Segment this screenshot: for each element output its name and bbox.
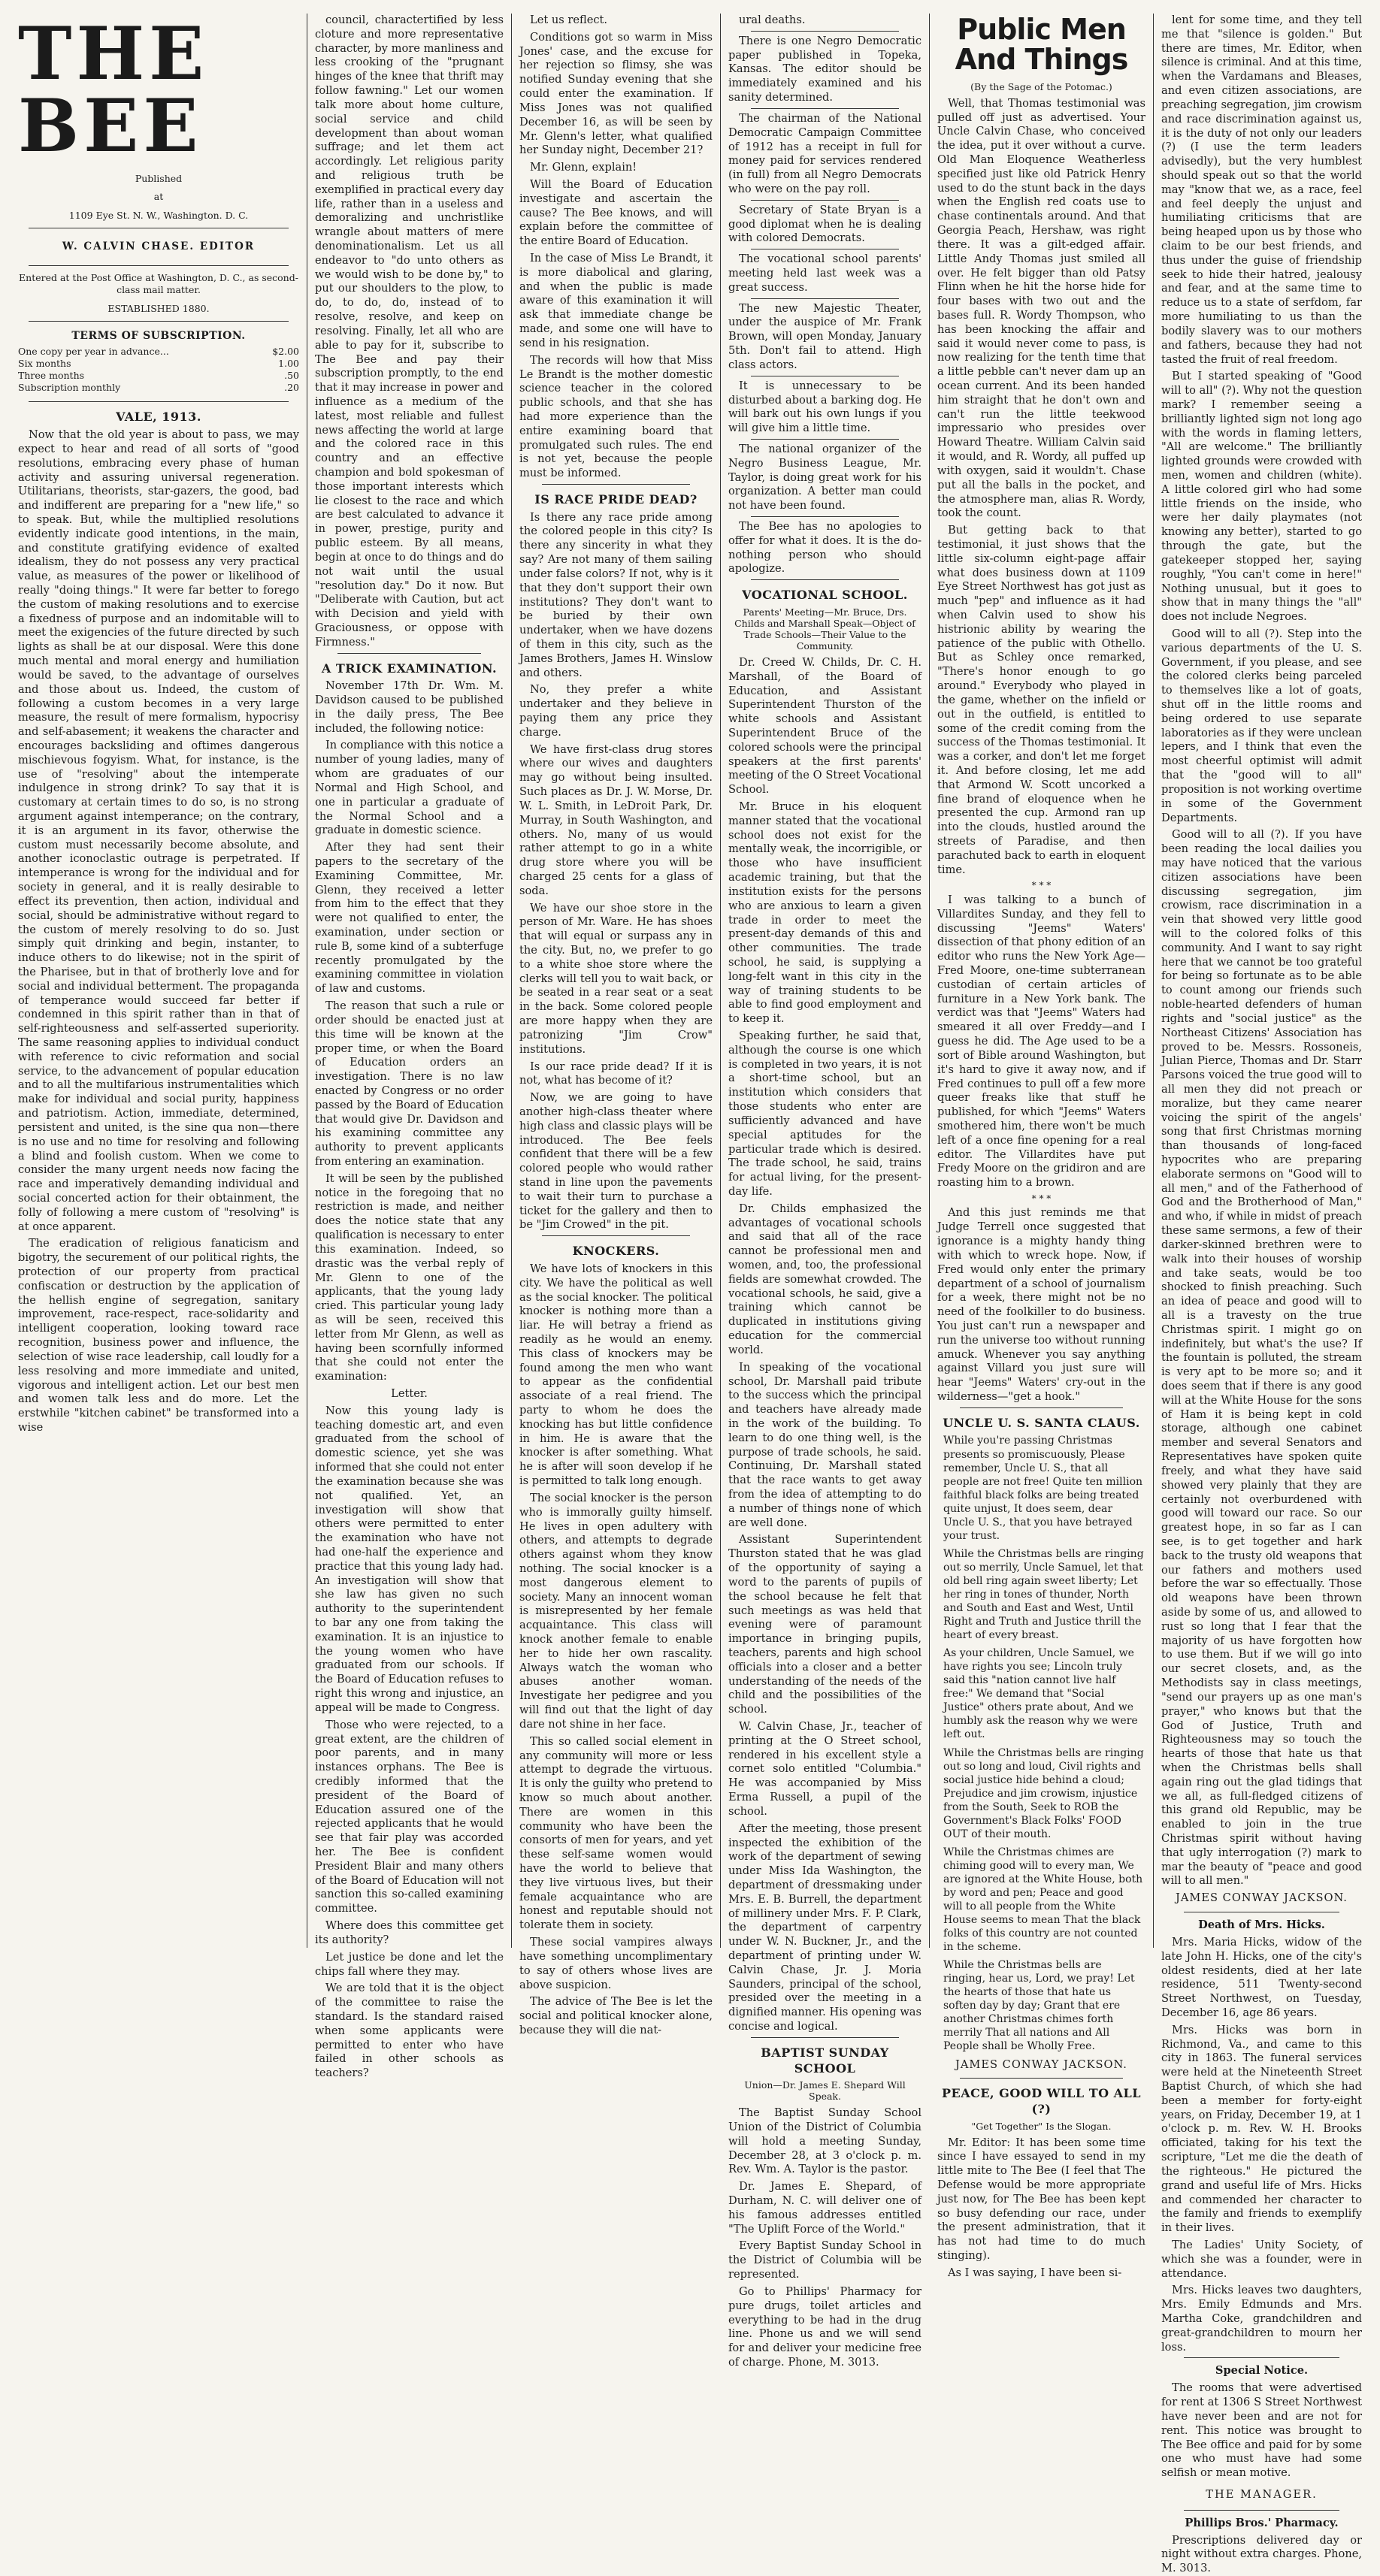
article-para: Dr. Childs emphasized the advantages of vocational schools and said that all of the race cannot be professional men and women, and, too, the professional fields are somewhat crowded. The vocational schools, he said, give a training which cannot be duplicated in institutions giving education for the commercial world. (728, 1202, 922, 1356)
divider (29, 321, 289, 322)
article-para: In compliance with this notice a number of young ladies, many of whom are graduates of our Normal and High School, and one in particular a graduate of the Normal School and a graduate in domestic science. (315, 739, 504, 837)
article-para: Is our race pride dead? If it is not, what has become of it? (519, 1060, 713, 1087)
subscription-row (18, 358, 299, 370)
established: ESTABLISHED 1880. (107, 302, 210, 314)
poem-verse: While the Christmas bells are ringing out so merrily, Uncle Samuel, let that old bell ring again sweet liberty; Let her ring in tones of thunder, North and South and East and West, Until Right and Truth and Justice thrill the heart of every breast. (943, 1547, 1144, 1642)
article-para: lent for some time, and they tell me that "silence is golden." But there are times, Mr. Editor, when silence is criminal. And at this time, when the Vardamans and Bleases, and even citizen associations, are preaching segregation, jim crowism and race discrimination against us, it is the duty of not only our leaders (?) (I use the term leaders advisedly), but the very humblest should speak out so that the world may "know that we, as a race, feel and feel deeply the unjust and humiliating criticisms that are being heaped upon us by those who claim to be our best friends, and thus under the guise of friendship seek to hide their hatred, jealousy and fear, and at the same time to reduce us to a state of serfdom, far more humiliating to us than the bodily slavery was to our mothers and fathers, because they had not tasted the fruit of real freedom. (1161, 14, 1362, 366)
article-para: After the meeting, those present inspected the exhibition of the work of the department of sewing under Miss Ida Washington, the department of dressmaking under Mrs. E. B. Burrell, the department of millinery under Mrs. F. P. Clark, the department of carpentry under W. N. Buckner, Jr., and the department of printing under W. Calvin Chase, Jr. J. Moria Saunders, principal of the school, presided over the meeting in a dignified manner. His opening was concise and logical. (728, 1822, 922, 2033)
sub-value: .50 (284, 370, 299, 382)
article-para: Every Baptist Sunday School in the District of Columbia will be represented. (728, 2239, 922, 2281)
divider (960, 2078, 1123, 2079)
column-4 (721, 14, 930, 2369)
entered-notice: Entered at the Post Office at Washington, D. C., as second-class mail matter. (19, 272, 298, 296)
public-men-heading: Public Men And Things (955, 13, 1128, 76)
divider (29, 401, 289, 402)
divider (751, 200, 899, 201)
article-para: Let justice be done and let the chips fall where they may. (315, 1950, 504, 1978)
poem-verse: While the Christmas chimes are chiming good will to every man, We are ignored at the White House, both by word and pen; Peace and good will to all people from the White House seems to mean That the black folks of this country are not counted in the scheme. (943, 1846, 1143, 1954)
article-para: Well, that Thomas testimonial was pulled off just as advertised. Your Uncle Calvin Chase, who conceived the idea, put it over without a curve. Old Man Eloquence Weatherless specified just like old Patrick Henry used to do the stunt back in the days when the English red coats use to chase continentals around. And that Georgia Peach, Hershaw, was right there. It was a gilt-edged affair. Little Andy Thomas just smiled all over. He felt bigger than old Patsy Flinn when he hit the horse hide for four bases with two out and the bases full. R. Wordy Thompson, who has been knocking the affair and said it would never come to pass, is now realizing for the tenth time that a little pebble can't never dam up an ocean current. And its been handed him straight that he don't own and can't run the little teekwood impressario who presides over Howard Theatre. William Calvin said it would, and R. Wordy, all puffed up with oxygen, said it wouldn't. Chase put all the balls in the pocket, and the atmosphere man, alias R. Wordy, took the count. (937, 96, 1145, 520)
article-para: Assistant Superintendent Thurston stated that he was glad of the opportunity of saying a word to the parents of pupils of the school because he felt that such meetings as was held that evening were of paramount importance in bringing pupils, teachers, parents and high school officials into a closer and a better understanding of the needs of the child and the possibilities of the school. (728, 1533, 922, 1716)
masthead-title: THE BEE (18, 11, 209, 168)
subscription-table (18, 346, 299, 395)
subscription-row (18, 370, 299, 382)
article-para: Speaking further, he said that, although the course is one which is completed in two years, it is not a short-time school, but an institution which considers that those students who enter are sufficiently advanced and have special aptitudes for the particular trade which is desired. The trade school, he said, trains for actual living, for the present-day life. (728, 1029, 922, 1198)
article-para: Mr. Bruce in his eloquent manner stated that the vocational school does not exist for the mentally weak, the incorrigible, or those who have insufficient academic training, but that the institution exists for the persons who are anxious to learn a given trade in order to meet the present-day demands of this and other communities. The trade school, he said, is supplying a long-felt want in this city in the way of training students to be able to find good employment and to keep it. (728, 800, 922, 1026)
letter-label: Letter. (391, 1387, 428, 1400)
baptist-heading: BAPTIST SUNDAY SCHOOL (761, 2045, 889, 2076)
article-para: Secretary of State Bryan is a good diplomat when he is dealing with colored Democrats. (728, 203, 922, 245)
article-para: Prescriptions delivered day or night without extra charges. Phone, M. 3013. (1161, 2533, 1362, 2575)
article-para: Those who were rejected, to a great extent, are the children of poor parents, and in many instances orphans. The Bee is credibly informed that the president of the Board of Education assured one of the rejected applicants that he would see that fair play was accorded her. The Bee is confident President Blair and many others of the Board of Education will not sanction this so-called examining committee. (315, 1718, 504, 1915)
article-para: I was talking to a bunch of Villardites Sunday, and they fell to discussing "Jeems" Waters' dissection of that phony edition of an editor who runs the New York Age—Fred Moore, one-time subterranean custodian of certain articles of furniture in a New York bank. The verdict was that "Jeems" Waters had smeared it all over Freddy—and I guess he did. The Age used to be a sort of Bible around Washington, but it's hard to give it away now, and if Fred continues to pull off a few more queer freaks like that stuff he published, for which "Jeems" Waters smothered him, there won't be much left of a once fine opening for a real editor. The Villardites have put Fredy Moore on the gridiron and are roasting him to a brown. (937, 893, 1145, 1190)
vocational-subheading: Parents' Meeting—Mr. Bruce, Drs. Childs and Marshall Speak—Object of Trade Schools—Their Value to the Community. (734, 606, 915, 652)
peace-heading: PEACE, GOOD WILL TO ALL (?) (941, 2086, 1142, 2116)
column-3 (512, 14, 721, 2036)
article-para: Is there any race pride among the colored people in this city? Is there any sincerity in what they say? Are not many of them sailing under false colors? If not, why is it that they don't support their own institutions? They don't want to be buried by their own undertaker, when we have dozens of them in this city, such as the James Brothers, James H. Winslow and others. (519, 510, 713, 679)
published-at: at (153, 191, 164, 203)
divider (542, 1235, 690, 1236)
article-para: Mr. Glenn, explain! (530, 161, 637, 174)
vocational-heading: VOCATIONAL SCHOOL. (742, 588, 908, 603)
letter-signature: JAMES CONWAY JACKSON. (1176, 1891, 1348, 1905)
article-para: Mrs. Maria Hicks, widow of the late John H. Hicks, one of the city's oldest residents, died at her late residence, 511 Twenty-second Street Northwest, on Tuesday, December 16, age 86 years. (1161, 1935, 1362, 2019)
article-para: The chairman of the National Democratic Campaign Committee of 1912 has a receipt in full for money paid for services rendered (in full) from all Negro Democrats who were on the pay roll. (728, 111, 922, 195)
published-label: Published (135, 173, 183, 184)
article-para: The Ladies' Unity Society, of which she was a founder, were in attendance. (1161, 2238, 1362, 2280)
baptist-subheading: Union—Dr. James E. Shepard Will Speak. (744, 2079, 906, 2103)
divider (29, 265, 289, 266)
address: 1109 Eye St. N. W., Washington. D. C. (68, 209, 249, 221)
article-para: We are told that it is the object of the committee to raise the standard. Is the standard raised when some applicants were permitted to enter who have failed in other schools as teachers? (315, 1982, 504, 2080)
article-para: Where does this committee get its authority? (315, 1919, 504, 1946)
vale-para: The eradication of religious fanaticism and bigotry, the securement of our political rights, the protection of our property from practical confiscation or destruction by the application of the hellish engine of segregation, sanitary improvement, race-respect, race-solidarity and intelligent cooperation, looking toward race recognition, business power and influence, the selection of wise race leadership, call loudly for a less resolving and more immediate and united, vigorous and intelligent action. Let our best men and women talk less and do more. Let the erstwhile "kitchen cabinet" be transformed into a wise (18, 1237, 299, 1434)
article-para: In speaking of the vocational school, Dr. Marshall paid tribute to the success which the principal and teachers have already made in the work of the building. To learn to do one thing well, is the purpose of trade schools, he said. Continuing, Dr. Marshall stated that the race wants to get away from the idea of attempting to do a number of things none of which are well done. (728, 1360, 922, 1529)
article-para: The Bee has no apologies to offer for what it does. It is the do-nothing person who should apologize. (728, 520, 922, 576)
sub-label: Subscription monthly (18, 382, 121, 394)
poem-verse: While the Christmas bells are ringing, hear us, Lord, we pray! Let the hearts of those that hate us soften day by day; Grant that ere another Christmas chimes forth merrily That all nations and All People shall be Wholly Free. (943, 1959, 1135, 2053)
article-para: We have lots of knockers in this city. We have the political as well as the social knocker. The political knocker is nothing more than a liar. He will betray a friend as readily as he would an enemy. This class of knockers may be found among the men who want to appear as the confidential associate of a real friend. The party to whom he does the knocking has but little confidence in him. He is aware that the knocker is after something. What he is after will soon develop if he is permitted to talk long enough. (519, 1262, 713, 1488)
article-para: There is one Negro Democratic paper published in Topeka, Kansas. The editor should be immediately examined and his sanity determined. (728, 34, 922, 104)
subscription-row (18, 346, 299, 358)
divider (751, 31, 899, 32)
poem-verse: While you're passing Christmas presents so promiscuously, Please remember, Uncle U. S., that all people are not free! Quite ten million faithful black folks are being treated quite unjust, It does seem, dear Uncle U. S., that you have betrayed your trust. (943, 1435, 1143, 1542)
article-para: This so called social element in any community will more or less attempt to degrade the virtuous. It is only the guilty who pretend to know so much about another. There are women in this community who have been the consorts of men for years, and yet these self-same women would have the world to believe that they live virtuous lives, but their female acquaintance who are honest and reputable should not tolerate them in society. (519, 1734, 713, 1932)
subscription-row (18, 382, 299, 394)
article-para: Mrs. Hicks leaves two daughters, Mrs. Emily Edmunds and Mrs. Martha Coke, grandchildren and great-grandchildren to mourn her loss. (1161, 2284, 1362, 2354)
article-para: Mr. Editor: It has been some time since I have essayed to send in my little mite to The Bee (I feel that The Defense would be more appropriate just now, for The Bee has been kept so busy defending our race, under the present administration, that it has not had time to do much stinging). (937, 2136, 1145, 2263)
article-para: It is unnecessary to be disturbed about a barking dog. He will bark out his own lungs if you will give him a little time. (728, 379, 922, 435)
article-para: ural deaths. (739, 14, 806, 26)
article-para: The records will how that Miss Le Brandt is the mother domestic science teacher in the colored public schools, and that she has had more experience than the entire examining board that promulgated such rules. The end is not yet, because the people must be informed. (519, 353, 713, 480)
article-para: Now this young lady is teaching domestic art, and even graduated from the school of domestic science, yet she was informed that she could not enter the examination because she was not qualified. Yet, an investigation will show that others were permitted to enter the examination who have not had one-half the experience and practice that this young lady had. An investigation will show that she law has given no such authority to the superintendent to bar any one from taking the examination. It is an injustice to the young women who have graduated from our schools. If the Board of Education refuses to right this wrong and injustice, an appeal will be made to Congress. (315, 1404, 504, 1714)
article-para: council, charactertified by less cloture and more representative character, by more manliness and less crooking of the "prugnant hinges of the knee that thrift may follow fawning." Let our women talk more about home culture, social service and child development than about woman suffrage; and let them act accordingly. Let religious parity and religious truth be exemplified in practical every day life, rather than in a useless and demoralizing and unchristlike wrangle about matters of mere denominationalism. Let us all endeavor to "do unto others as we would wish to be done by," to put our shoulders to the plow, to do, to do, do, instead of to resolve, resolve, and keep on resolving. Finally, let all who are able to pay for it, subscribe to The Bee and pay their subscription promptly, to the end that it may increase in power and influence as a medium of the latest, most reliable and fullest news affecting the world at large and the colored race in this country and an effective champion and bold spokesman of those important interests which lie closest to the race and which are best calculated to advance it in power, prestige, purity and public esteem. By all means, begin at once to do things and do not wait until the usual "resolution day." Do it now. But "Deliberate with Caution, but act with Decision and yield with Graciousness, or oppose with Firmness." (315, 14, 504, 649)
race-pride-heading: IS RACE PRIDE DEAD? (534, 492, 698, 506)
vale-para: Now that the old year is about to pass, we may expect to hear and read of all sorts of "good resolutions, embracing every phase of human activity and assuring universal regeneration. Utilitarians, theorists, star-gazers, the good, bad and indifferent are preparing for a "new life," so to speak. But, while the multiplied resolutions evidently indicate good intentions, in the main, and constitute gratifying evidence of exalted idealism, they do not possess any very practical value, as measures of the power or likelihood of really "doing things." It were far better to forego the custom of making resolutions and to exercise a fixedness of purpose and an indomitable will to meet the exigencies of the future directed by such lights as shall be at our disposal. Were this done much mental and moral energy and humiliation would be saved, to the advantage of ourselves and those about us. Indeed, the custom of following a custom becomes in a very large measure, the result of mere formalism, hypocrisy and self-abasement; it weakens the character and encourages backsliding and oftimes dangerous mischievous fogyism. What, for instance, is the use of "resolving" about the intemperate indulgence in strong drink? To say that it is customary at certain times to do so, is no strong argument against intemperance; on the contrary, it is an argument in its favor, otherwise the custom must necessarily become absolute, and another iconoclastic outrage is perpetrated. If intemperance is wrong for the individual and for society in general, and it is really desirable to effect its prevention, then action, individual and social, should be administrative without regard to the custom of merely resolving to do so. Just simply quit drinking and begin, instanter, to induce others to do likewise; not in the spirit of the Pharisee, but in that of brotherly love and for social and individual betterment. The propaganda of temperance would succeed far better if condemned in this spirit rather than in that of self-righteousness and self-asserted superiority. The same reasoning applies to individual conduct with reference to civic reformation and social service, to the advancement of popular education and to all the multifarious instrumentalities which make for individual and social purity, happiness and patriotism. Action, immediate, determined, persistent and united, is the sine qua non—there is no use and no time for resolving and following a blind and foolish custom. When we come to consider the many urgent needs now facing the race and imperatively demanding individual and social concerted action for their obtainment, the folly of following a mere custom of "resolving" is at once apparent. (18, 428, 299, 1233)
subscription-heading: TERMS OF SUBSCRIPTION. (71, 329, 246, 342)
divider (751, 516, 899, 517)
article-para: The social knocker is the person who is immorally guilty himself. He lives in open adultery with others, and attempts to degrade others against whom they know nothing. The social knocker is a most dangerous element to society. Many an innocent woman is misrepresented by her female acquaintance. This class will knock another female to enable her to hide her own rascality. Always watch the woman who abuses another woman. Investigate her pedigree and you will find out that the light of day dare not shine in her face. (519, 1491, 713, 1731)
sub-label: One copy per year in advance... (18, 345, 169, 357)
article-para: In the case of Miss Le Brandt, it is more diabolical and glaring, and when the public is made aware of this examination it will ask that immediate change be made, and some one will have to send in his resignation. (519, 252, 713, 349)
editor-line: W. CALVIN CHASE. EDITOR (62, 240, 256, 252)
article-para: Dr. James E. Shepard, of Durham, N. C. will deliver one of his famous addresses entitled "The Uplift Force of the World." (728, 2180, 922, 2236)
divider (751, 439, 899, 440)
sub-label: Six months (18, 358, 71, 370)
pharmacy-heading: Phillips Bros.' Pharmacy. (1185, 2516, 1339, 2529)
sub-value: $2.00 (272, 345, 299, 357)
sub-value: .20 (284, 382, 299, 394)
article-para: No, they prefer a white undertaker and they believe in paying them any price they charge. (519, 683, 713, 739)
byline: (By the Sage of the Potomac.) (970, 80, 1112, 92)
trick-heading: A TRICK EXAMINATION. (321, 661, 498, 676)
article-para: W. Calvin Chase, Jr., teacher of printing at the O Street school, rendered in his excellent style a cornet solo entitled "Columbia." He was accompanied by Miss Erma Russell, a pupil of the school. (728, 1720, 922, 1818)
article-para: The advice of The Bee is let the social and political knocker alone, because they will die nat- (519, 1995, 713, 2036)
divider (1184, 2510, 1339, 2511)
article-para: Mrs. Hicks was born in Richmond, Va., and came to this city in 1863. The funeral services were held at the Nineteenth Street Baptist Church, of which she had been a member for forty-eight years, on Friday, December 19, at 1 o'clock p. m. Rev. W. H. Brooks officiated, taking for his text the scripture, "Let me die the death of the righteous." He pictured the grand and useful life of Mrs. Hicks and commended her character to the family and friends to exemplify in their lives. (1161, 2023, 1362, 2235)
article-para: But I started speaking of "Good will to all" (?). Why not the question mark? I remember seeing a brilliantly lighted sign not long ago with the words in flaming letters, "All are welcome." The brilliantly lighted grounds were crowded with men, women and children (white). A little colored girl who had some little friends on the inside, who were her daily playmates (not knowing any better), started to go through the gate, but the gatekeeper stopped her, saying roughly, "You can't come in here!" Nothing unusual, but it goes to show that in many things the "all" does not include Negroes. (1161, 370, 1362, 624)
sub-value: 1.00 (278, 358, 299, 370)
divider (542, 484, 690, 485)
article-para: The national organizer of the Negro Business League, Mr. Taylor, is doing great work for his organization. A better man could not have been found. (728, 442, 922, 512)
article-para: It will be seen by the published notice in the foregoing that no restriction is made, and neither does the notice state that any qualification is necessary to enter this examination. Indeed, so drastic was the verbal reply of Mr. Glenn to one of the applicants, that the young lady cried. This particular young lady as will be seen, received this letter from Mr Glenn, as well as having been scornfully informed that she could not enter the examination: (315, 1172, 504, 1383)
article-para: After they had sent their papers to the secretary of the Examining Committee, Mr. Glenn, they received a letter from him to the effect that they were not qualified to enter, the examination, under section or rule B, some kind of a subterfuge recently promulgated by the examining committee in violation of law and customs. (315, 841, 504, 996)
santa-heading: UNCLE U. S. SANTA CLAUS. (943, 1415, 1140, 1430)
sub-label: Three months (18, 370, 85, 382)
poem-verse: As your children, Uncle Samuel, we have rights you see; Lincoln truly said this "nation cannot live half free:" We demand that "Social Justice" others prate about, And we humbly ask the reason why we were left out. (943, 1647, 1138, 1741)
divider (337, 653, 481, 654)
poem-signature: JAMES CONWAY JACKSON. (955, 2057, 1127, 2071)
divider (1184, 2357, 1339, 2358)
article-para: Conditions got so warm in Miss Jones' case, and the excuse for her rejection so flimsy, she was notified Sunday evening that she could enter the examination. If Miss Jones was not qualified December 16, as will be seen by Mr. Glenn's letter, what qualified her Sunday night, December 21? (519, 30, 713, 157)
article-para: Good will to all (?). Step into the various departments of the U. S. Government, if you please, and see the colored clerks being parceled to themselves like a lot of goats, shut off in the little rooms and being ordered to use separate laboratories as if they were unclean lepers, and I think that even the most cheerful optimist will admit that the "good will to all" proposition is not working overtime in some of the Government Departments. (1161, 627, 1362, 824)
article-para: The new Majestic Theater, under the auspice of Mr. Frank Brown, will open Monday, January 5th. Don't fail to attend. High class actors. (728, 301, 922, 371)
divider (751, 298, 899, 299)
article-para: But getting back to that testimonial, it just shows that the little six-column eight-page affair what does business down at 1109 Eye Street Northwest has got just as much "pep" and influence as it had when Calvin used to show his histrionic ability by wearing the patience of the public with Othello. But as Schley once remarked, "There's honor enough to go around." Everybody who played in the game, whether on the infield or out in the outfield, is entitled to some of the credit coming from the success of the Thomas testimonial. It was a corker, and don't let me forget it. And before closing, let me add that Armond W. Scott uncorked a fine brand of eloquence when he presented the cup. Armond ran up into the clouds, hustled around the streets of Paradise, and then parachuted back to earth in eloquent time. (937, 524, 1145, 876)
article-para: As I was saying, I have been si- (948, 2266, 1122, 2279)
article-para: Let us reflect. (530, 14, 608, 26)
column-5 (930, 13, 1154, 2279)
divider (751, 108, 899, 109)
article-para: The reason that such a rule or order should be enacted just at this time will be known at the proper time, or when the Board of Education orders an investigation. There is no law enacted by Congress or no order passed by the Board of Education that would give Dr. Davidson and his examining committee any authority to prevent applicants from entering an examination. (315, 999, 504, 1168)
article-para: The vocational school parents' meeting held last week was a great success. (728, 252, 922, 294)
divider (751, 2037, 899, 2038)
article-para: The rooms that were advertised for rent at 1306 S Street Northwest have never been and are not for rent. This notice was brought to The Bee office and paid for by some one who must have had some selfish or mean motive. (1161, 2381, 1362, 2480)
poem-verse: While the Christmas bells are ringing out so long and loud, Civil rights and social justice hide behind a cloud; Prejudice and jim crowism, injustice from the South, Seek to ROB the Government's Black Folks' FOOD OUT of their mouth. (943, 1746, 1144, 1840)
article-para: We have our shoe store in the person of Mr. Ware. He has shoes that will equal or surpass any in the city. But, no, we prefer to go to a white shoe store where the clerks will tell you to wait back, or be seated in a rear seat or a seat in the back. Some colored people are more happy when they are patronizing "Jim Crow" institutions. (519, 901, 713, 1056)
vale-heading: VALE, 1913. (116, 410, 201, 425)
article-para: The Baptist Sunday School Union of the District of Columbia will hold a meeting Sunday, December 28, at 3 o'clock p. m. Rev. Wm. A. Taylor is the pastor. (728, 2106, 922, 2176)
column-2 (307, 14, 512, 2080)
article-para: These social vampires always have something uncomplimentary to say of others whose lives are above suspicion. (519, 1936, 713, 1991)
divider (960, 1407, 1123, 1408)
column-1 (11, 11, 307, 1948)
article-para: Go to Phillips' Pharmacy for pure drugs, toilet articles and everything to be had in the drug line. Phone us and we will send for and deliver your medicine free of charge. Phone, M. 3013. (728, 2284, 922, 2369)
article-para: Dr. Creed W. Childs, Dr. C. H. Marshall, of the Board of Education, and Assistant Superintendent Thurston of the white schools and Assistant Superintendent Bruce of the colored schools were the principal speakers at the first parents' meeting of the O Street Vocational School. (728, 655, 922, 797)
section-stars: * * * (1031, 1193, 1052, 1204)
knockers-heading: KNOCKERS. (572, 1244, 660, 1259)
article-para: Good will to all (?). If you have been reading the local dailies you may have noticed that the various citizen associations have been discussing segregation, jim crowism, race discrimination in a vein that showed very little good will to the colored folks of this community. And I want to say right here that we cannot be too grateful for being so fortunate as to be able to count among our friends such noble-hearted defenders of human rights and "social justice" as the Northeast Citizens' Association has proved to be. Messrs. Rossoneis, Julian Pierce, Thomas and Dr. Starr Parsons voiced the true good will to all men they did not preach or moralize, but they came nearer voicing the spirit of the angels' song that first Christmas morning than thousands of long-faced hypocrites who are preparing elaborate sermons on "Good will to all men," and of the Fatherhood of God and the Brotherhood of Man," and who, if while in midst of preach these same sermons, a few of their darker-skinned brethren were to walk into their houses of worship and take seats, would be too shocked to finish preaching. Such an idea of peace and good will to all is a travesty on the true Christmas spirit. I might go on indefinitely, but what's the use? If the fountain is polluted, the stream is very apt to be more so; and it does seem that if there is any good will at the White House for the sons of Ham it is being kept in cold storage, although one cabinet member and several Senators and Representatives have spoken quite freely, and what they have said showed very plainly that they are certainly not overburdened with good will toward our race. So our greatest hope, in so far as I can see, is to get together and hark back to the trusty old weapons that our fathers and mothers used before the war so effectually. Those old weapons have been thrown aside by some of us, and allowed to rust so long that I fear that the majority of us have forgotten how to use them. But if we will go into our secret closets, and, as the Methodists say in class meetings, "send our prayers up as one man's prayer," who knows but that the God of Justice, Truth and Righteousness may so touch the hearts of those that hate us that when the Christmas bells shall again ring out the glad tidings that we all, as full-fledged citizens of this grand old Republic, may be enabled to join in the true Christmas spirit without having that ugly interrogation (?) mark to mar the beauty of "peace and good will to all men." (1161, 828, 1362, 1888)
section-stars: * * * (1031, 880, 1052, 891)
article-para: And this just reminds me that Judge Terrell once suggested that ignorance is a mighty handy thing with which to wreck hope. Now, if Fred would only enter the primary department of a school of journalism for a week, there might not be no need of the foolkiller to do business. You just can't run a newspaper and run the universe too without running amuck. Whenever you say anything against Villard you just sure will hear "Jeems" Waters' cry-out in the wilderness—"get a hook." (937, 1206, 1145, 1404)
article-para: Will the Board of Education investigate and ascertain the cause? The Bee knows, and will explain before the committee of the entire Board of Education. (519, 177, 713, 248)
article-para: November 17th Dr. Wm. M. Davidson caused to be published in the daily press, The Bee included, the following notice: (315, 679, 504, 735)
special-notice-heading: Special Notice. (1215, 2364, 1309, 2378)
manager-signature: THE MANAGER. (1206, 2487, 1318, 2501)
article-para: We have first-class drug stores where our wives and daughters may go without being insulted. Such places as Dr. J. W. Morse, Dr. W. L. Smith, in LeDroit Park, Dr. Murray, in South Washington, and others. No, many of us would rather attempt to go in a white drug store where you will be charged 25 cents for a glass of soda. (519, 742, 713, 897)
article-para: Now, we are going to have another high-class theater where high class and classic plays will be introduced. The Bee feels confident that there will be a few colored people who would rather stand in line upon the pavements to wait their turn to purchase a ticket for the gallery and then to be "Jim Crowed" in the pit. (519, 1091, 713, 1232)
death-heading: Death of Mrs. Hicks. (1198, 1918, 1325, 1932)
divider (751, 579, 899, 580)
peace-subheading: "Get Together" Is the Slogan. (971, 2120, 1112, 2132)
column-6 (1154, 14, 1369, 2575)
